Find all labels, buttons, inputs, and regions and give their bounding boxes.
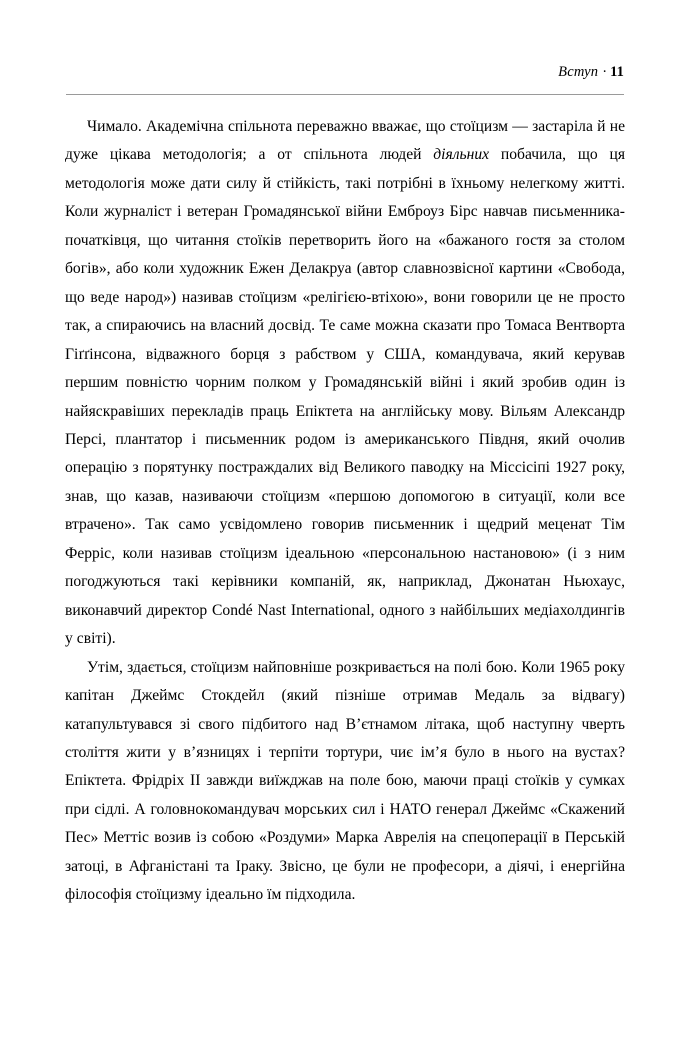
running-head bbox=[66, 62, 624, 82]
running-head-separator: · bbox=[602, 64, 608, 80]
emphasized-text: діяльних bbox=[433, 146, 490, 164]
body-text-block bbox=[65, 113, 625, 910]
running-head-chapter-title: Вступ bbox=[558, 64, 599, 80]
latin-proper-noun: Condé Nast International bbox=[212, 601, 371, 619]
paragraph: Утім, здається, стоїцизм найповніше розкривається на полі бою. Коли 1965 року капітан Джеймс Стокдейл (який пізніше отримав Медаль за відвагу) катапультувався зі свого підбитого над В’єтнамом літака, щоб наступну чверть століття жити у в’язницях і терпіти тортури, чиє ім’я було в нього на вустах? Епіктета. Фрідріх II завжди виїжджав на поле бою, маючи праці стоїків у сумках при сідлі. А головнокомандувач морських сил і НАТО генерал Джеймс «Скажений Пес» Меттіс возив із собою «Роздуми» Марка Аврелія на спецоперації в Перській затоці, в Афганістані та Іраку. Звісно, це були не професори, а діячі, і енергійна філософія стоїцизму ідеально їм підходила. bbox=[65, 658, 625, 904]
running-head-rule bbox=[66, 94, 624, 95]
paragraph: Чимало. Академічна спільнота переважно вважає, що стоїцизм — застаріла й не дуже цікава методологія; а от спільнота людей діяльних побачила, що ця методологія може дати силу й стійкість, такі потрібні в їхньому нелегкому житті. Коли журналіст і ветеран Громадянської війни Емброуз Бірс навчав письменника-початківця, що читання стоїків перетворить його на «бажаного гостя за столом богів», або коли художник Ежен Делакруа (автор славнозвісної картини «Свобода, що веде народ») називав стоїцизм «релігією-втіхою», вони говорили це не просто так, а спираючись на власний досвід. Те саме можна сказати про Томаса Вентворта Гіґґінсона, відважного борця з рабством у США, командувача, який керував першим повністю чорним полком у Громадянській війні і який зробив один із найяскравіших перекладів праць Епіктета на англійську мову. Вільям Александр Персі, плантатор і письменник родом із американського Півдня, який очолив операцію з порятунку постраждалих від Великого паводку на Міссісіпі 1927 року, знав, що казав, називаючи стоїцизм «першою допомогою в ситуації, коли все втрачено». Так само усвідомлено говорив письменник і щедрий меценат Тім Ферріс, коли називав стоїцизм ідеальною «персональною настановою» (і з ним погоджуються такі керівники компаній, як, наприклад, Джонатан Ньюхаус, виконавчий директор Condé Nast International, одного з найбільших медіахолдингів у світі). bbox=[65, 118, 626, 648]
page-number: 11 bbox=[610, 64, 624, 80]
